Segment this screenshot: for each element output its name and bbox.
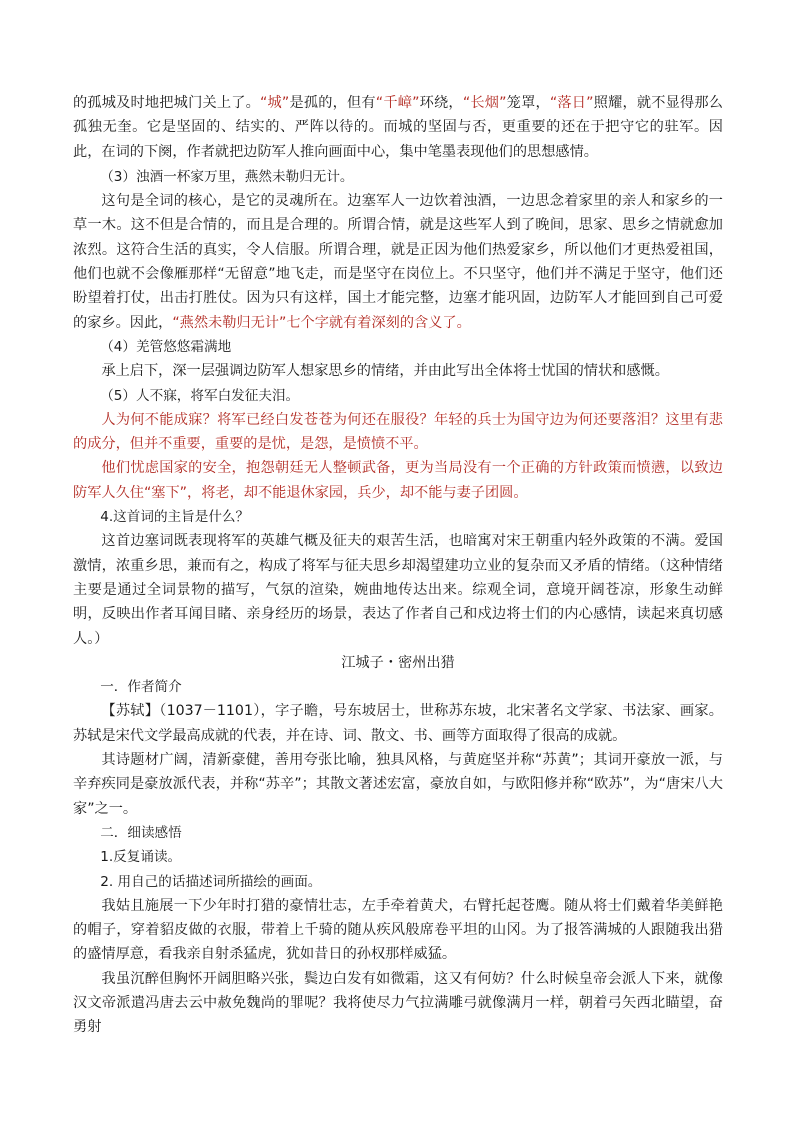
heading-line bbox=[73, 821, 723, 845]
text-run: 其诗题材广阔，清新豪健，善用夸张比喻，独具风格，与黄庭坚并称“苏黄”；其词开豪放一派，与辛弃疾同是豪放派代表，并称“苏辛”；其散文著述宏富，豪放自如，与欧阳修并称“欧苏”，为“唐宋八大家”之一。 bbox=[73, 752, 723, 817]
highlight-text: 人为何不能成寐？将军已经白发苍苍为何还在服役？年轻的兵士为国守边为何还要落泪？这里有悲的成分，但并不重要，重要的是忧，是怨，是愤愤不平。 bbox=[73, 411, 723, 453]
heading-line bbox=[73, 675, 723, 699]
heading-line bbox=[73, 335, 723, 359]
text-run: 二．细读感悟 bbox=[100, 824, 182, 841]
paragraph bbox=[73, 189, 723, 335]
highlight-text: “千嶂” bbox=[375, 95, 420, 111]
paragraph bbox=[73, 91, 723, 164]
text-run: （3）浊酒一杯家万里，燕然未勒归无计。 bbox=[100, 168, 354, 185]
text-run: 这句是全词的核心，是它的灵魂所在。边塞军人一边饮着浊酒，一边思念着家里的亲人和家乡的一草一木。这不但是合情的，而且是合理的。所谓合情，就是这些军人到了晚间，思家、思乡之情就愈加浓烈。这符合生活的真实，令人信服。所谓合理，就是正因为他们热爱家乡，所以他们才更热爱祖国，他们也就不会像雁那样“无留意”地飞走，而是坚守在岗位上。不只坚守，他们并不满足于坚守，他们还盼望着打仗，出击打胜仗。因为只有这样，国土才能完整，边塞才能巩固，边防军人才能回到自己可爱的家乡。因此， bbox=[73, 193, 723, 331]
text-run: 1.反复诵读。 bbox=[100, 849, 182, 866]
text-run: 一．作者简介 bbox=[100, 679, 182, 696]
highlight-text: “燕然未勒归无计”七个字就有着深刻的含义了。 bbox=[172, 314, 471, 331]
text-run: 我姑且施展一下少年时打猎的豪情壮志，左手牵着黄犬，右臂托起苍鹰。随从将士们戴着华美鲜艳的帽子，穿着貂皮做的衣服，带着上千骑的随从疾风般席卷平坦的山冈。为了报答满城的人跟随我出猎的盛情厚意，看我亲自射杀猛虎，犹如昔日的孙权那样威猛。 bbox=[73, 897, 723, 963]
text-run: 承上启下，深一层强调边防军人想家思乡的情绪，并由此写出全体将士忧国的情状和感慨。 bbox=[101, 363, 669, 380]
paragraph bbox=[73, 748, 723, 821]
heading-line bbox=[73, 165, 723, 189]
paragraph bbox=[73, 894, 723, 967]
highlight-text: “长烟” bbox=[462, 95, 507, 111]
text-run: 的孤城及时地把城门关上了。 bbox=[73, 95, 260, 111]
highlight-text: 他们忧虑国家的安全，抱怨朝廷无人整顿武备，更为当局没有一个正确的方针政策而愤懑，以致边防军人久住“塞下”，将老，却不能退休家园，兵少，却不能与妻子团圆。 bbox=[73, 460, 723, 501]
text-run: 江城子・密州出猎 bbox=[341, 654, 455, 671]
paragraph bbox=[73, 408, 723, 457]
text-run: 环绕， bbox=[419, 95, 463, 111]
text-run: 4.这首词的主旨是什么？ bbox=[100, 509, 250, 526]
heading-line bbox=[73, 651, 723, 675]
text-run: 这首边塞词既表现将军的英雄气概及征夫的艰苦生活，也暗寓对宋王朝重内轻外政策的不满。爱国激情，浓重乡思，兼而有之，构成了将军与征夫思乡却渴望建功立业的复杂而又矛盾的情绪。（这种情绪主要是通过全词景物的描写，气氛的渲染，婉曲地传达出来。综观全词，意境开阔苍凉，形象生动鲜明，反映出作者耳闻目睹、亲身经历的场景，表达了作者自己和戍边将士们的内心感情，读起来真切感人。） bbox=[73, 533, 723, 647]
text-run: 是孤的，但有 bbox=[289, 95, 376, 111]
document-page bbox=[73, 91, 723, 1040]
heading-line bbox=[73, 384, 723, 408]
highlight-text: “落日” bbox=[549, 95, 594, 111]
text-run: 照耀，就不显得那么孤独无奎。它是坚固的、结实的、严阵以待的。而城的坚固与否，更重要的还在于把守它的驻军。因此，在词的下阕，作者就把边防军人推向画面中心，集中笔墨表现他们的思想感情。 bbox=[73, 95, 723, 160]
paragraph bbox=[73, 967, 723, 1040]
paragraph bbox=[73, 699, 723, 748]
text-run: （4）羌管悠悠霜满地 bbox=[100, 338, 232, 355]
heading-line bbox=[73, 505, 723, 529]
heading-line bbox=[73, 870, 723, 894]
highlight-text: “城” bbox=[260, 95, 290, 111]
heading-line bbox=[73, 845, 723, 869]
text-run: （5）人不寐，将军白发征夫泪。 bbox=[100, 387, 300, 404]
text-run: 2. 用自己的话描述词所描绘的画面。 bbox=[100, 873, 322, 890]
paragraph bbox=[73, 456, 723, 505]
text-run: 【苏轼】（1037－1101），字子瞻，号东坡居士，世称苏东坡，北宋著名文学家、书法家、画家。苏轼是宋代文学最高成就的代表，并在诗、词、散文、书、画等方面取得了很高的成就。 bbox=[73, 703, 723, 744]
text-run: 笼罩， bbox=[506, 95, 550, 111]
paragraph bbox=[73, 529, 723, 650]
text-run: 我虽沉醉但胸怀开阔胆略兴张，鬓边白发有如微霜，这又有何妨？什么时候皇帝会派人下来，就像汉文帝派遣冯唐去云中赦免魏尚的罪呢？我将使尽力气拉满雕弓就像满月一样，朝着弓矢西北瞄望，奋勇射 bbox=[73, 970, 723, 1036]
paragraph bbox=[73, 359, 723, 383]
